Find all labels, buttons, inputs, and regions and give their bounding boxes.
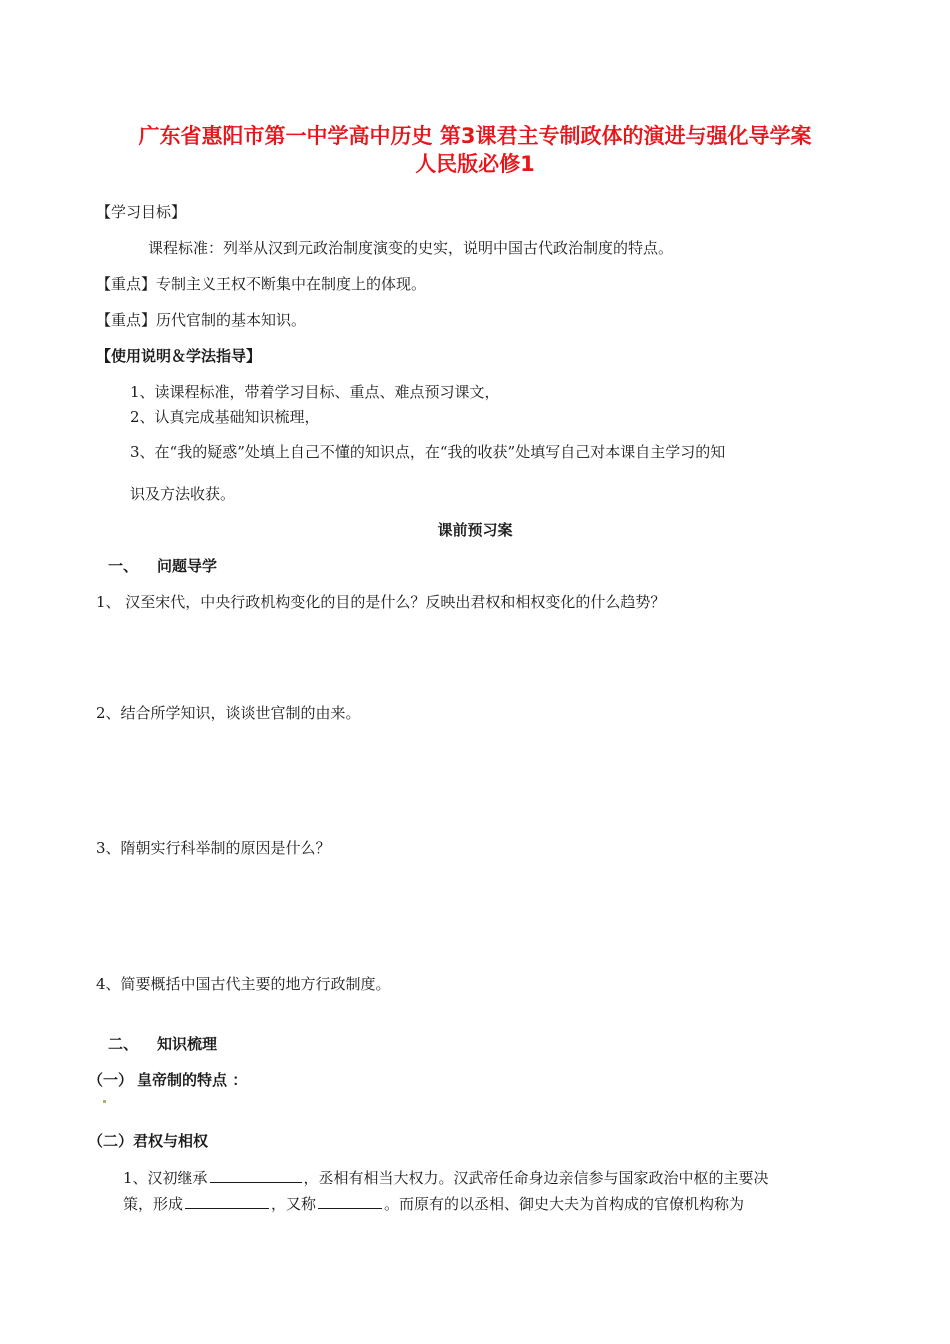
fill-blank-3[interactable] xyxy=(318,1192,382,1209)
fill-blank-2[interactable] xyxy=(185,1192,269,1209)
section2-number: 二、 xyxy=(108,1035,139,1053)
preview-heading: 课前预习案 xyxy=(437,521,513,539)
paragraph-text-2: ，丞相有相当大权力。汉武帝任命身边亲信参与国家政治中枢的主要决 xyxy=(303,1169,769,1187)
question-4: 4、简要概括中国古代主要的地方行政制度。 xyxy=(96,975,391,993)
paragraph-text-4: ，又称 xyxy=(271,1195,317,1213)
document-title-line1: 广东省惠阳市第一中学高中历史 第3课君主专制政体的演进与强化导学案 xyxy=(138,124,812,148)
paragraph-line-1 xyxy=(123,1166,769,1188)
section1-number: 一、 xyxy=(108,557,139,575)
objectives-heading: 【学习目标】 xyxy=(96,203,187,221)
subsection1-title: 皇帝制的特点 ： xyxy=(137,1071,248,1089)
paragraph-line-2 xyxy=(123,1192,744,1214)
key-point-2: 【重点】历代官制的基本知识。 xyxy=(96,311,307,329)
question-3: 3、隋朝实行科举制的原因是什么？ xyxy=(96,839,331,857)
key-point-1: 【重点】专制主义王权不断集中在制度上的体现。 xyxy=(96,275,427,293)
fill-blank-1[interactable] xyxy=(210,1166,302,1183)
guide-item-3: 3、在“我的疑惑”处填上自己不懂的知识点，在“我的收获”处填写自己对本课自主学习的知 xyxy=(130,443,726,461)
decorative-dot xyxy=(103,1100,106,1103)
paragraph-text-5: 。而原有的以丞相、御史大夫为首构成的官僚机构称为 xyxy=(384,1195,745,1213)
guide-item-3-cont: 识及方法收获。 xyxy=(130,485,236,503)
guide-item-1: 1、读课程标准，带着学习目标、重点、难点预习课文， xyxy=(130,383,500,401)
guide-item-2: 2、认真完成基础知识梳理， xyxy=(130,408,320,426)
course-standard: 课程标准：列举从汉到元政治制度演变的史实，说明中国古代政治制度的特点。 xyxy=(148,239,674,257)
subsection2-title: （二）君权与相权 xyxy=(88,1132,209,1150)
paragraph-text-1: 1、汉初继承 xyxy=(123,1169,208,1187)
section1-title: 问题导学 xyxy=(157,557,218,575)
document-title-line2: 人民版必修1 xyxy=(415,152,535,176)
section2-title: 知识梳理 xyxy=(157,1035,218,1053)
guide-heading: 【使用说明＆学法指导】 xyxy=(96,347,262,365)
subsection1-number: （一） xyxy=(88,1071,134,1089)
paragraph-text-3: 策，形成 xyxy=(123,1195,184,1213)
question-1: 1、 汉至宋代，中央行政机构变化的目的是什么？反映出君权和相权变化的什么趋势？ xyxy=(96,593,666,611)
question-2: 2、结合所学知识，谈谈世官制的由来。 xyxy=(96,704,361,722)
